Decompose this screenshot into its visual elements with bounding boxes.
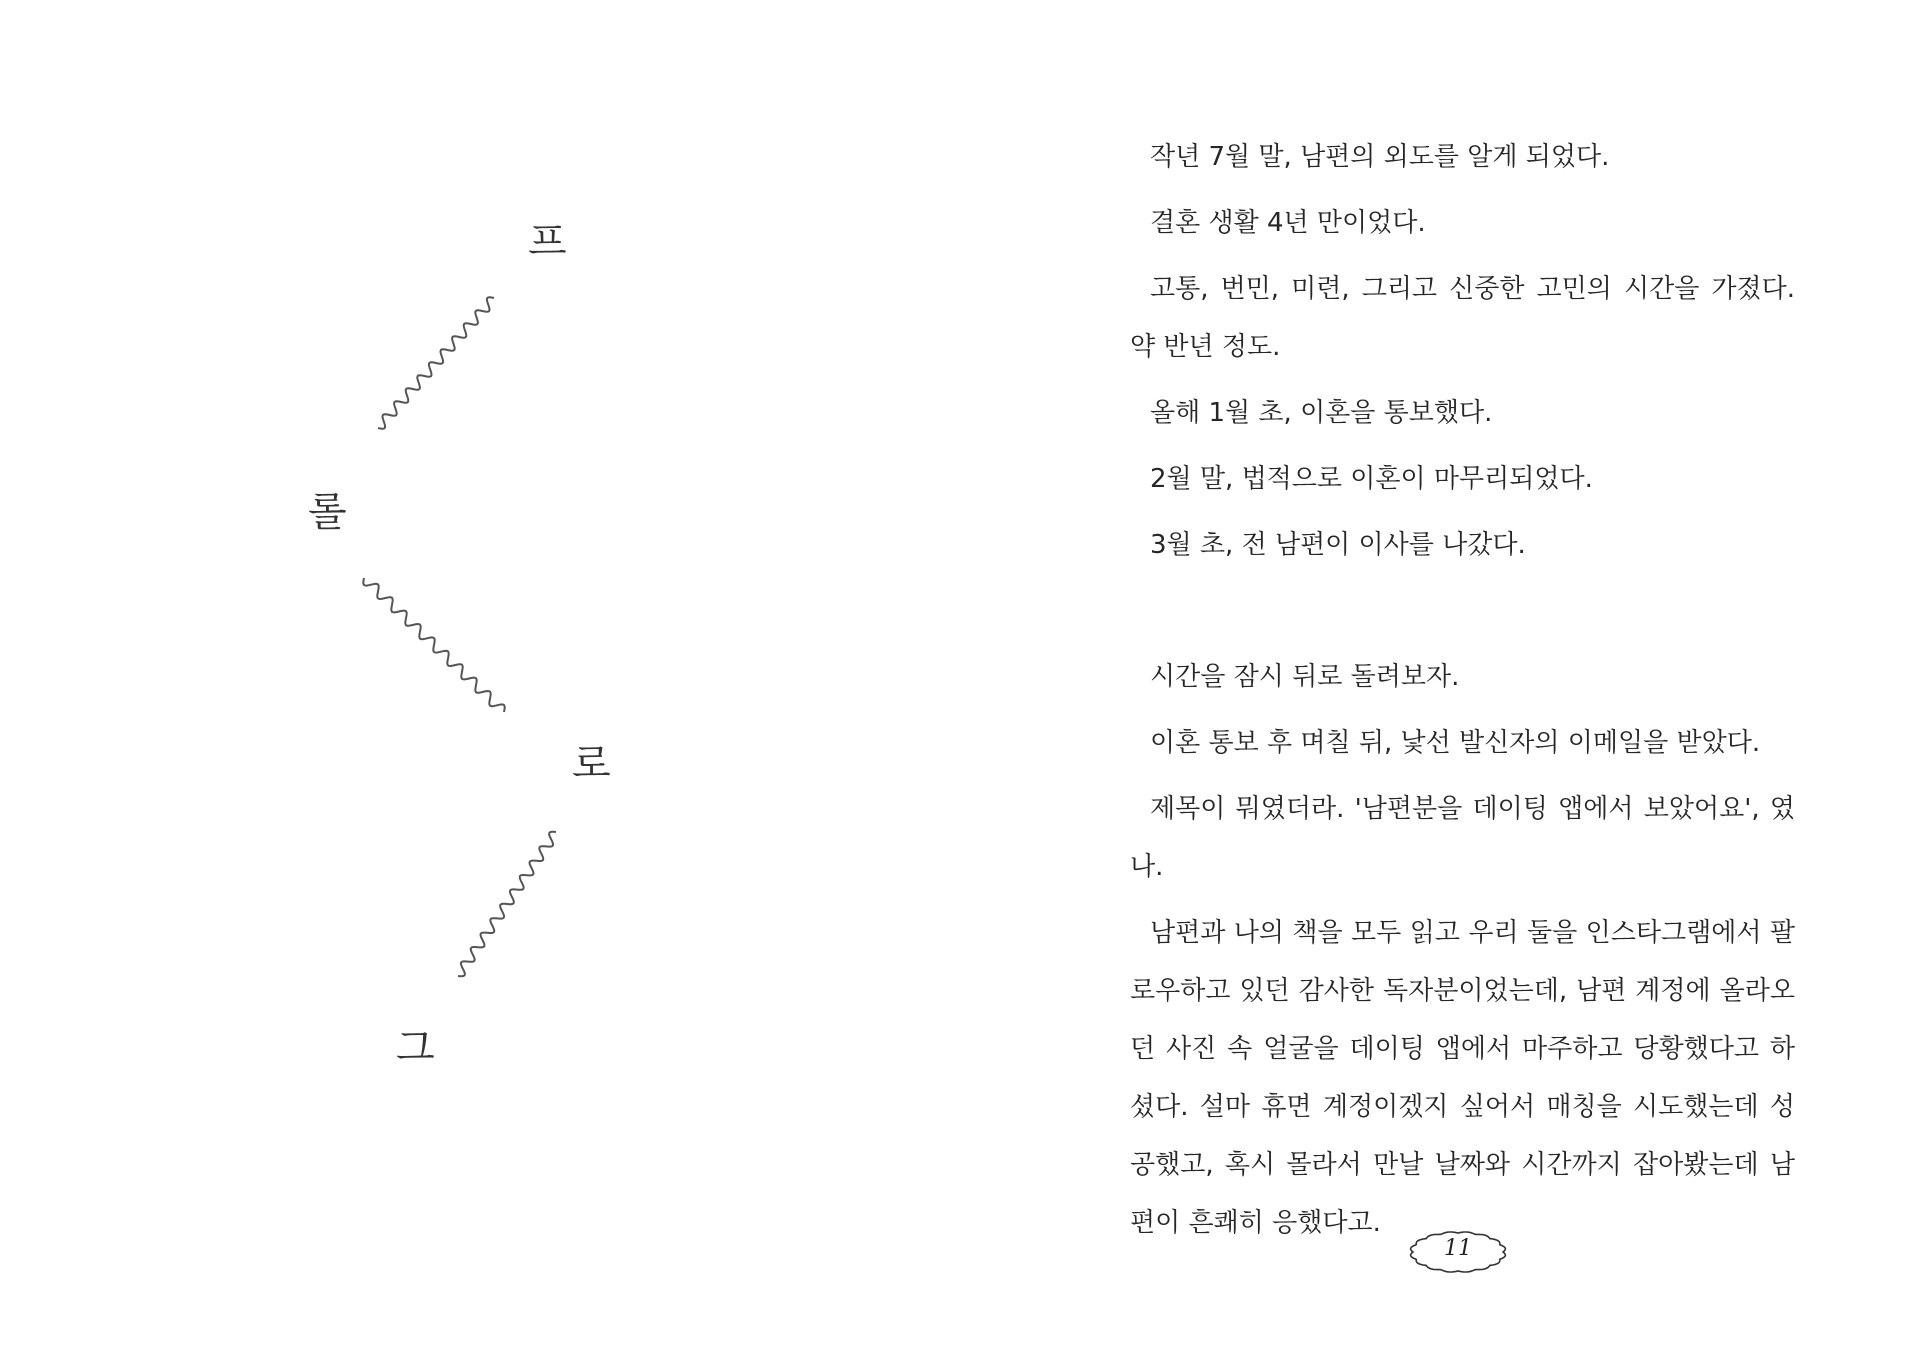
title-char-1: 프 — [528, 219, 567, 265]
title-char-4: 그 — [396, 1025, 435, 1071]
squiggle-line-2 — [363, 578, 504, 712]
squiggle-line-1 — [378, 297, 494, 428]
title-char-2: 롤 — [308, 489, 347, 535]
paragraph: 2월 말, 법적으로 이혼이 마무리되었다. — [1150, 464, 1593, 494]
paragraph: 시간을 잠시 뒤로 돌려보자. — [1150, 662, 1460, 692]
paragraph: 3월 초, 전 남편이 이사를 나갔다. — [1150, 530, 1526, 560]
paragraph: 제목이 뭐였더라. '남편분을 데이팅 앱에서 보았어요', 였나. — [1130, 794, 1795, 882]
title-char-3: 로 — [572, 741, 611, 787]
paragraph: 남편과 나의 책을 모두 읽고 우리 둘을 인스타그램에서 팔로우하고 있던 감사한 독자분이었는데, 남편 계정에 올라오던 사진 속 얼굴을 데이팅 앱에서 마주하고 당황했다고 하셨다. 설마 휴면 계정이겠지 싶어서 매칭을 시도했는데 성공했고, 혹시 몰라서 만날 날짜와 시간까지 잡아봤는데 남편이 흔쾌히 응했다고. — [1130, 918, 1795, 1238]
paragraph: 결혼 생활 4년 만이었다. — [1150, 208, 1426, 238]
body-text — [1130, 128, 1795, 1260]
paragraph: 이혼 통보 후 며칠 뒤, 낯선 발신자의 이메일을 받았다. — [1150, 728, 1761, 758]
page-number: 11 — [1444, 1236, 1472, 1261]
page-number-badge — [1408, 1226, 1508, 1278]
paragraph: 작년 7월 말, 남편의 외도를 알게 되었다. — [1150, 142, 1610, 172]
paragraph: 고통, 번민, 미련, 그리고 신중한 고민의 시간을 가졌다. 약 반년 정도. — [1130, 274, 1795, 362]
paragraph: 올해 1월 초, 이혼을 통보했다. — [1150, 398, 1493, 428]
squiggle-line-3 — [458, 832, 556, 976]
paragraph-spacer — [1130, 582, 1795, 648]
